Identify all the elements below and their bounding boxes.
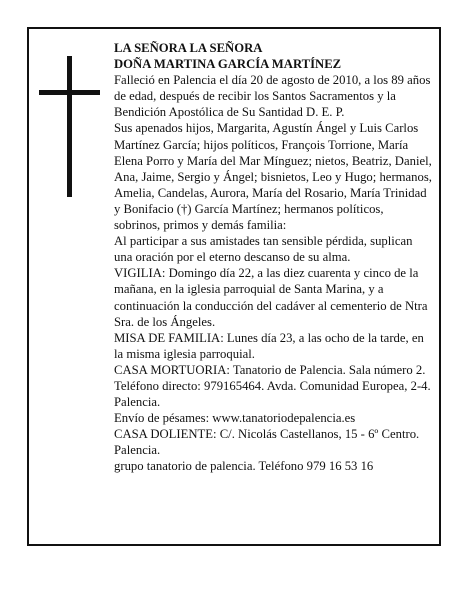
family-home-paragraph: CASA DOLIENTE: C/. Nicolás Castellanos, 15 - 6º Centro. Palencia. [114, 427, 420, 458]
cross-icon-bar [39, 90, 100, 95]
funeral-home-paragraph: CASA MORTUORIA: Tanatorio de Palencia. Sala número 2. Teléfono directo: 979165464. Avda. Comunidad Europea, 2-4. Palencia. [114, 362, 431, 410]
title-line-2: DOÑA MARTINA GARCÍA MARTÍNEZ [114, 57, 342, 72]
family-mass-paragraph: MISA DE FAMILIA: Lunes día 23, a las ocho de la tarde, en la misma iglesia parroquial. [114, 330, 424, 361]
announcement-paragraph: Falleció en Palencia el día 20 de agosto de 2010, a los 89 años de edad, después de recibir los Santos Sacramentos y la Bendición Apostólica de Su Santidad D. E. P. [114, 73, 431, 120]
family-paragraph: Sus apenados hijos, Margarita, Agustín Ángel y Luis Carlos Martínez García; hijos políticos, François Torrione, María Elena Porro y María del Mar Mínguez; nietos, Beatriz, Daniel, Ana, Jaime, Sergio y Ángel; bisnietos, Leo y Hugo; hermanos, Amelia, Candelas, Aurora, María del Rosario, María Trinidad y Bonifacio (†) García Martínez; hermanos políticos, sobrinos, primos y demás familia: [114, 121, 432, 233]
vigil-paragraph: VIGILIA: Domingo día 22, a las diez cuarenta y cinco de la mañana, en la iglesia parroquial de Santa Marina, y a continuación la conducción del cadáver al cementerio de Ntra Sra. de los Ángeles. [114, 266, 428, 329]
condolences-paragraph: Envío de pésames: www.tanatoriodepalencia.es [114, 411, 356, 426]
obituary-text [114, 40, 432, 475]
title-line-1: LA SEÑORA LA SEÑORA [114, 41, 263, 55]
prayer-paragraph: Al participar a sus amistades tan sensible pérdida, suplican una oración por el eterno descanso de su alma. [114, 234, 413, 265]
footer-paragraph: grupo tanatorio de palencia. Teléfono 979 16 53 16 [114, 459, 374, 474]
cross-icon [67, 56, 72, 197]
